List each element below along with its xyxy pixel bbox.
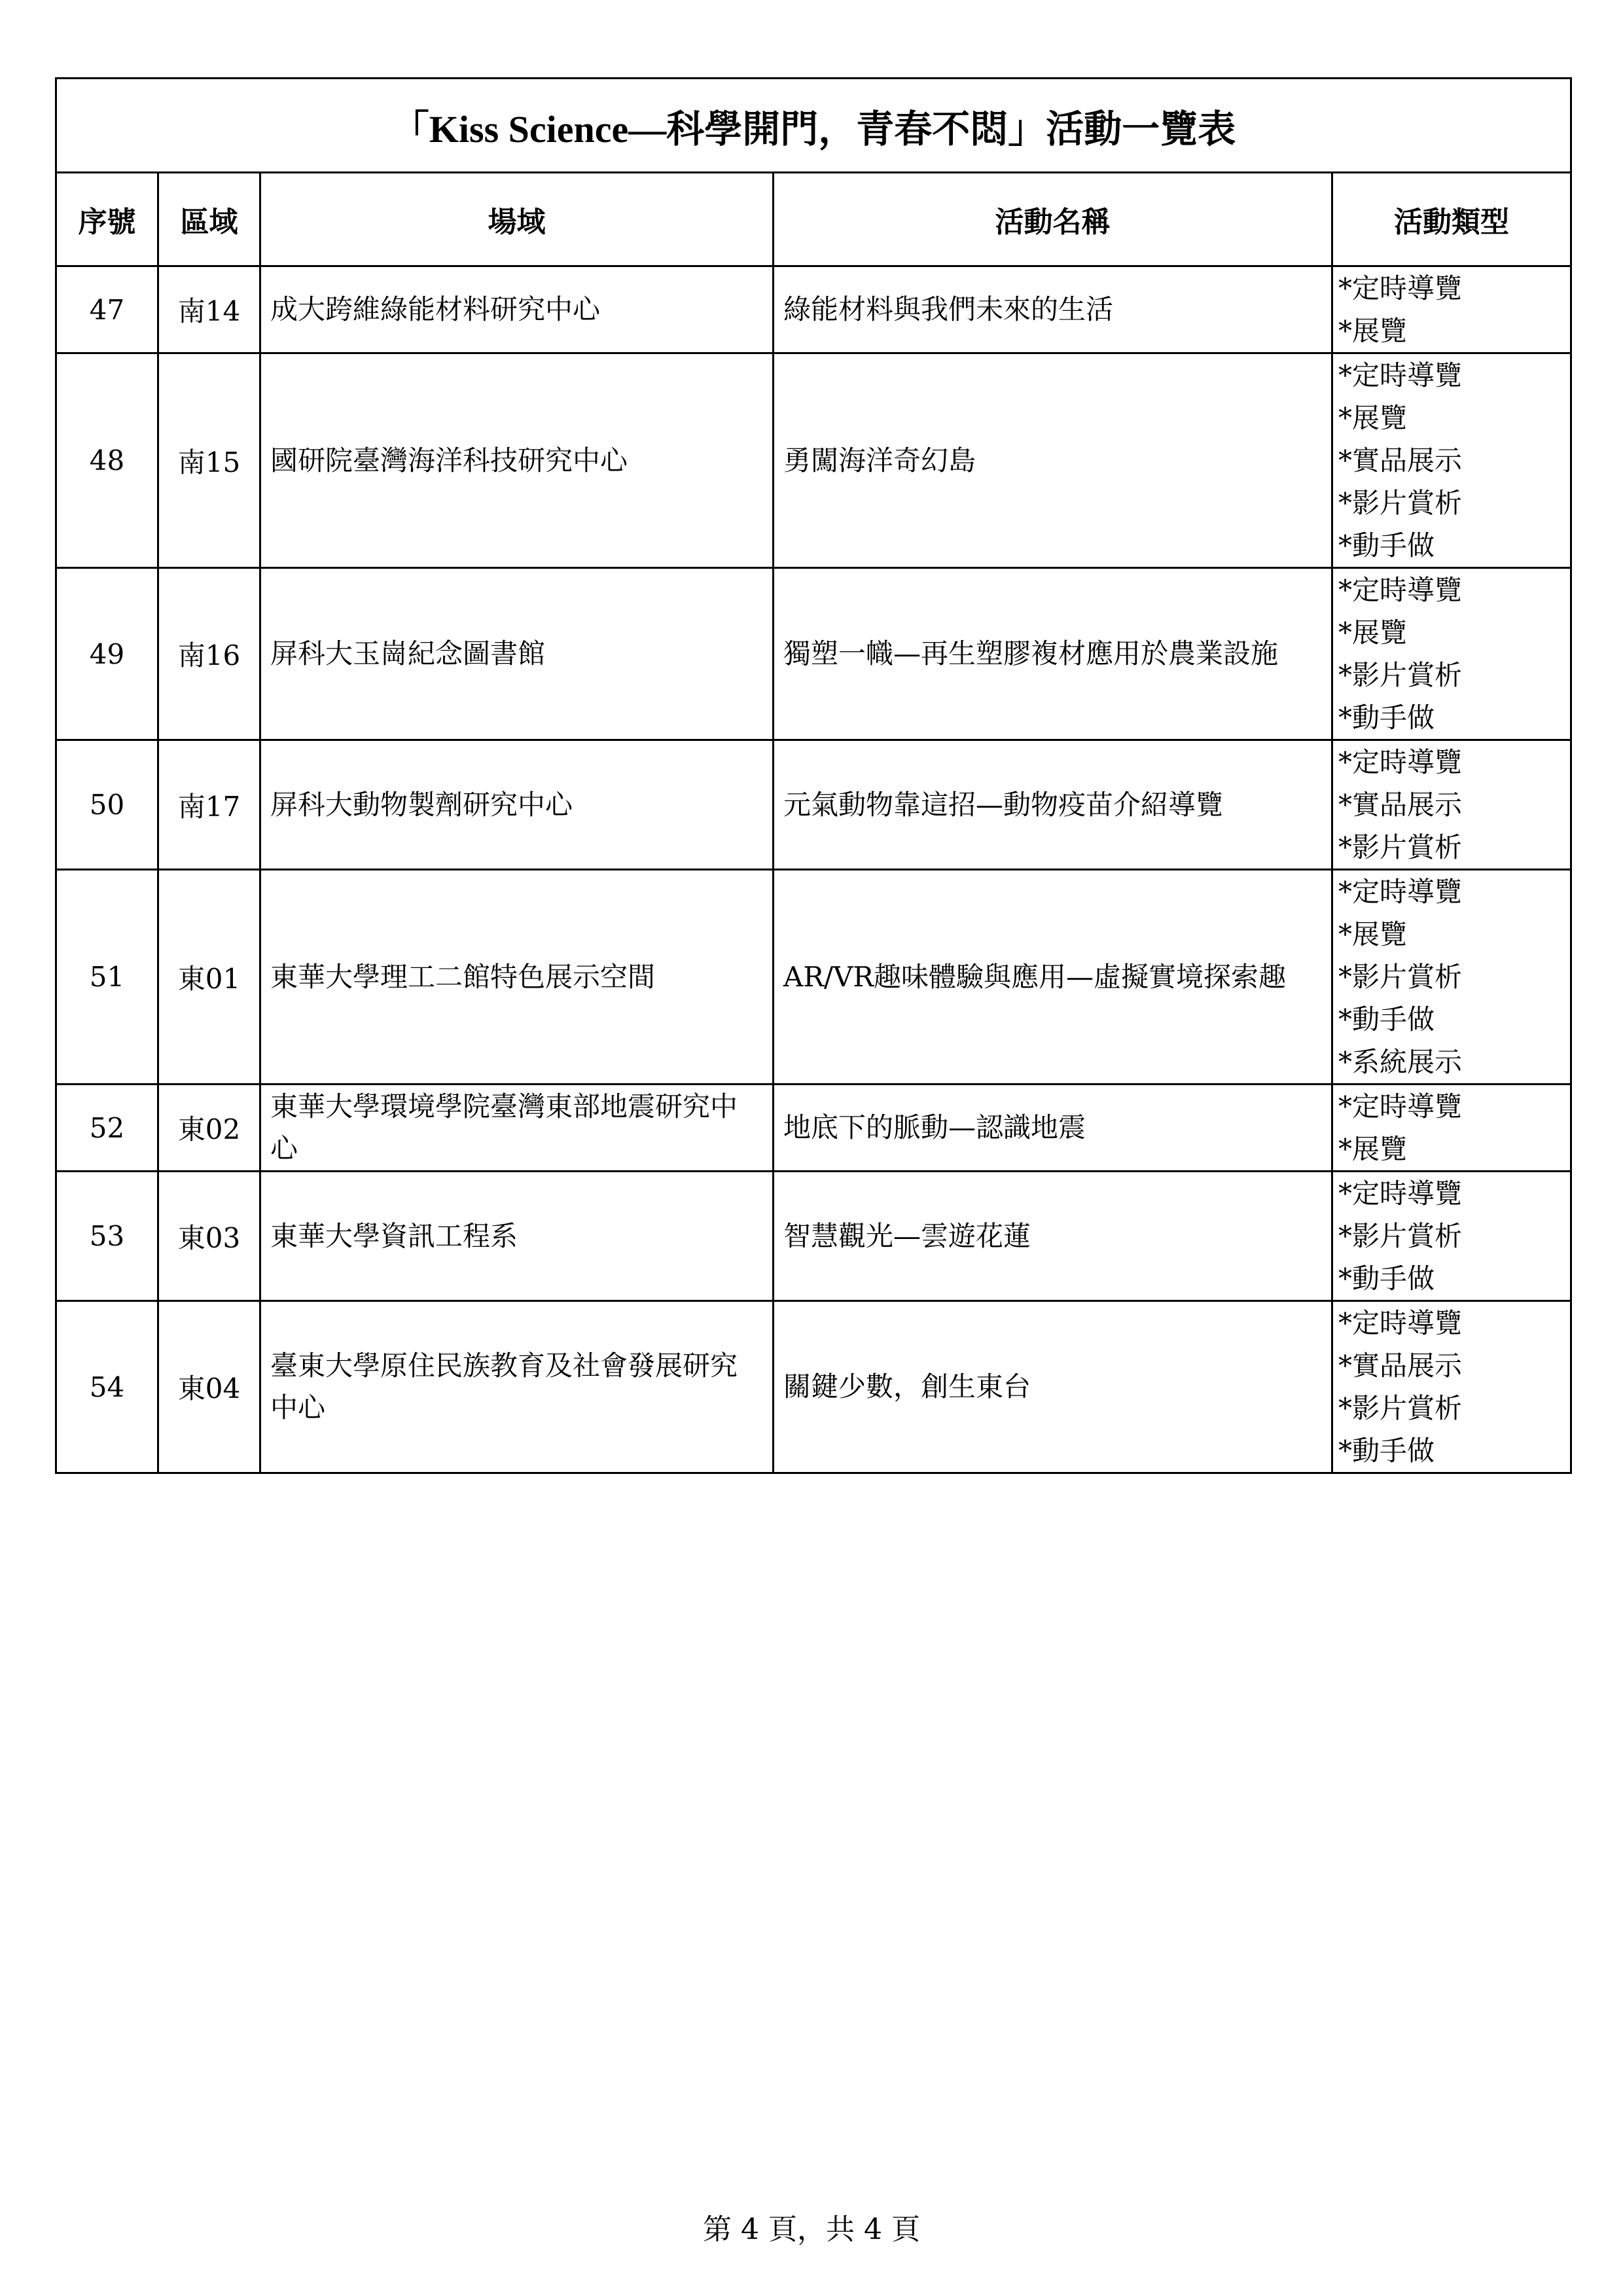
page-footer: 第 4 頁，共 4 頁 (703, 2213, 920, 2246)
activity-type: *定時導覽 (1338, 1090, 1463, 1122)
row-number: 48 (56, 353, 158, 568)
activity-type: *展覽 (1338, 315, 1408, 347)
row-venue: 國研院臺灣海洋科技研究中心 (260, 353, 774, 568)
row-activity: 獨塑一幟—再生塑膠複材應用於農業設施 (774, 568, 1332, 740)
activity-type: *定時導覽 (1338, 359, 1463, 391)
activity-type: *動手做 (1338, 1263, 1435, 1295)
row-region: 南17 (158, 740, 260, 870)
header-region: 區域 (158, 173, 260, 266)
row-activity: 元氣動物靠這招—動物疫苗介紹導覽 (774, 740, 1332, 870)
row-number: 51 (56, 870, 158, 1085)
activity-type: *影片賞析 (1338, 961, 1463, 993)
activity-type: *實品展示 (1338, 789, 1463, 821)
activity-type: *實品展示 (1338, 1350, 1463, 1382)
activity-type: *定時導覽 (1338, 1307, 1463, 1339)
row-venue: 屏科大動物製劑研究中心 (260, 740, 774, 870)
activity-type: *實品展示 (1338, 444, 1463, 476)
activity-type: *動手做 (1338, 1435, 1435, 1467)
header-type: 活動類型 (1332, 173, 1571, 266)
row-types (1332, 353, 1571, 568)
row-venue: 成大跨維綠能材料研究中心 (260, 266, 774, 353)
activity-type: *定時導覽 (1338, 574, 1463, 606)
row-region: 南15 (158, 353, 260, 568)
row-number: 50 (56, 740, 158, 870)
activity-type: *動手做 (1338, 529, 1435, 562)
row-region: 東04 (158, 1301, 260, 1473)
row-region: 南14 (158, 266, 260, 353)
table-row (56, 1301, 1571, 1473)
activity-type: *影片賞析 (1338, 1392, 1463, 1424)
activity-table (55, 77, 1572, 1474)
table-row (56, 568, 1571, 740)
row-number: 47 (56, 266, 158, 353)
table-row (56, 740, 1571, 870)
row-activity: AR/VR趣味體驗與應用—虛擬實境探索趣 (774, 870, 1332, 1085)
activity-type: *影片賞析 (1338, 1220, 1463, 1252)
row-number: 49 (56, 568, 158, 740)
row-activity: 綠能材料與我們未來的生活 (774, 266, 1332, 353)
row-number: 53 (56, 1172, 158, 1301)
page-title: 「Kiss Science—科學開門，青春不悶」活動一覽表 (56, 79, 1571, 173)
header-venue: 場域 (260, 173, 774, 266)
row-venue: 東華大學環境學院臺灣東部地震研究中心 (260, 1085, 774, 1172)
row-venue: 臺東大學原住民族教育及社會發展研究中心 (260, 1301, 774, 1473)
row-activity: 智慧觀光—雲遊花蓮 (774, 1172, 1332, 1301)
activity-type: *展覽 (1338, 617, 1408, 649)
row-types (1332, 568, 1571, 740)
row-venue: 東華大學資訊工程系 (260, 1172, 774, 1301)
header-num: 序號 (56, 173, 158, 266)
activity-type: *定時導覽 (1338, 272, 1463, 304)
activity-type: *展覽 (1338, 402, 1408, 434)
activity-type: *影片賞析 (1338, 831, 1463, 863)
row-types (1332, 1301, 1571, 1473)
row-activity: 地底下的脈動—認識地震 (774, 1085, 1332, 1172)
table-row (56, 870, 1571, 1085)
header-row (56, 173, 1571, 266)
row-region: 東01 (158, 870, 260, 1085)
row-number: 54 (56, 1301, 158, 1473)
table-row (56, 1172, 1571, 1301)
activity-type: *展覽 (1338, 918, 1408, 950)
activity-type: *動手做 (1338, 702, 1435, 734)
row-types (1332, 266, 1571, 353)
activity-type: *動手做 (1338, 1003, 1435, 1035)
row-number: 52 (56, 1085, 158, 1172)
row-region: 東03 (158, 1172, 260, 1301)
activity-type: *系統展示 (1338, 1046, 1463, 1078)
activity-type: *影片賞析 (1338, 487, 1463, 519)
table-row (56, 1085, 1571, 1172)
row-venue: 東華大學理工二館特色展示空間 (260, 870, 774, 1085)
table-body (56, 266, 1571, 1473)
row-activity: 關鍵少數，創生東台 (774, 1301, 1332, 1473)
row-types (1332, 1172, 1571, 1301)
row-types (1332, 870, 1571, 1085)
activity-type: *定時導覽 (1338, 876, 1463, 908)
table-row (56, 353, 1571, 568)
activity-type: *定時導覽 (1338, 746, 1463, 778)
activity-type: *定時導覽 (1338, 1177, 1463, 1210)
row-region: 南16 (158, 568, 260, 740)
table-row (56, 266, 1571, 353)
row-activity: 勇闖海洋奇幻島 (774, 353, 1332, 568)
row-types (1332, 740, 1571, 870)
activity-type: *展覽 (1338, 1133, 1408, 1165)
header-activity: 活動名稱 (774, 173, 1332, 266)
activity-type: *影片賞析 (1338, 659, 1463, 691)
row-venue: 屏科大玉崗紀念圖書館 (260, 568, 774, 740)
row-region: 東02 (158, 1085, 260, 1172)
row-types (1332, 1085, 1571, 1172)
